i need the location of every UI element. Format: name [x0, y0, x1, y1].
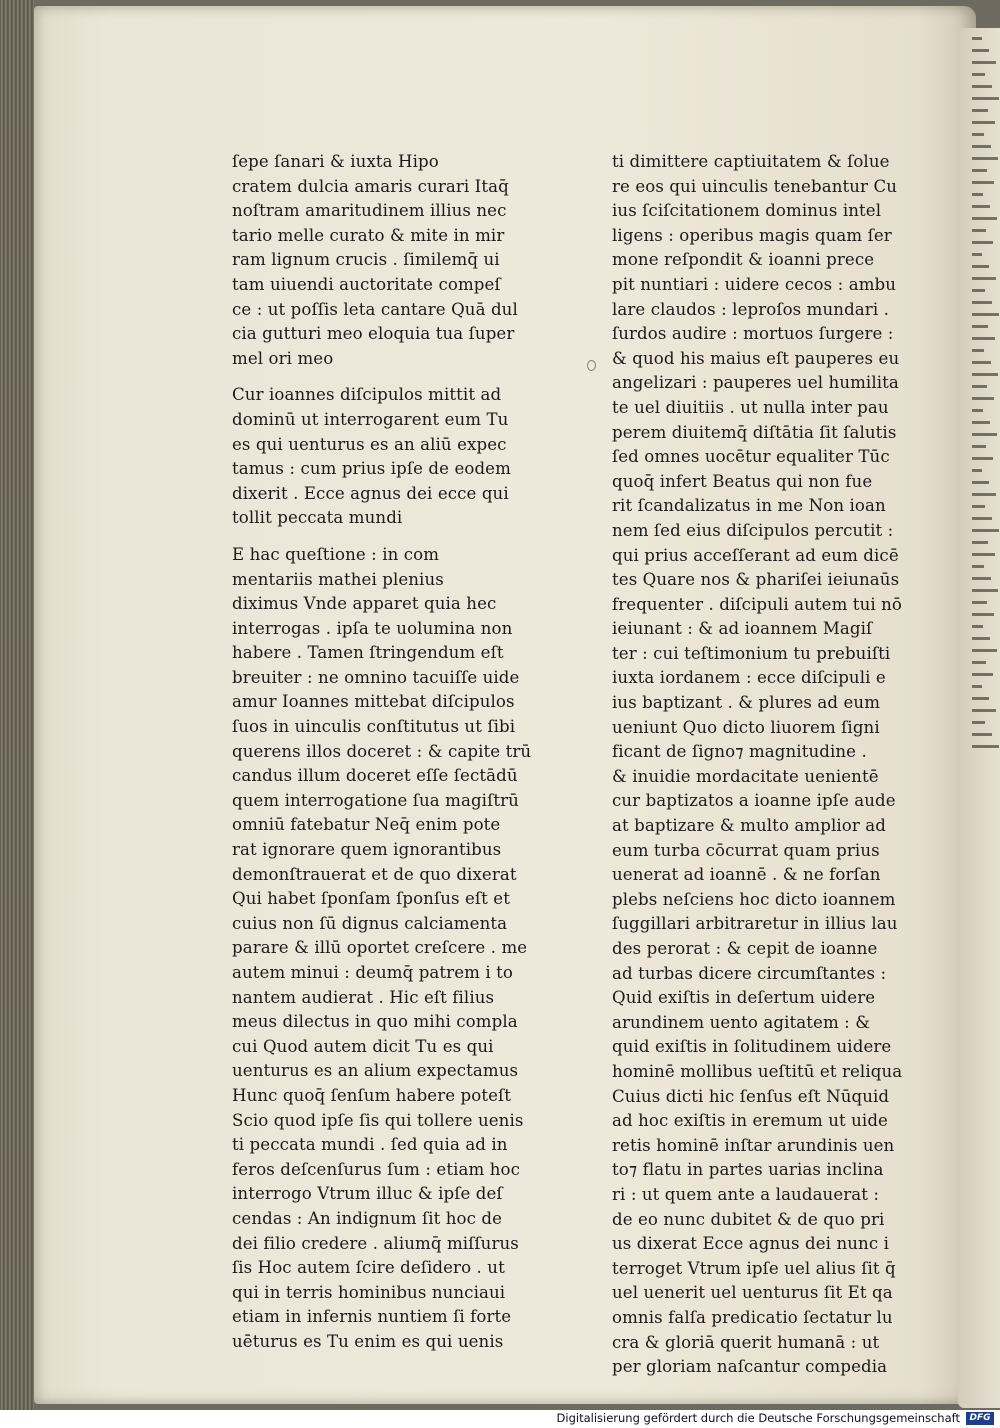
facing-page-text-fragment — [972, 421, 990, 424]
text-line: ueniunt Quo dicto liuorem ſigni — [612, 717, 880, 737]
text-line: qui in terris hominibus nunciaui — [232, 1282, 506, 1302]
text-line: habere . Tamen ſtringendum eſt — [232, 643, 504, 663]
text-line: re eos qui uinculis tenebantur Cu — [612, 176, 898, 196]
text-line: diximus Vnde apparet quia hec — [232, 594, 497, 614]
text-line: lare claudos : leproſos mundari . — [612, 299, 889, 319]
facing-page-text-fragment — [972, 553, 995, 556]
facing-page-text-fragment — [972, 217, 997, 220]
facing-page-text-fragment — [972, 205, 990, 208]
facing-page-text-fragment — [972, 601, 987, 604]
text-line: ligens : operibus magis quam ſer — [612, 225, 892, 245]
text-line: nantem audierat . Hic eſt filius — [232, 987, 495, 1007]
text-line: ieiunant : & ad ioannem Magiſ — [612, 619, 873, 639]
facing-page-text-fragment — [972, 265, 989, 268]
text-line: Quid exiſtis in deſertum uidere — [612, 988, 876, 1008]
text-line: demonſtrauerat et de quo dixerat — [232, 864, 517, 884]
text-line: tollit peccata mundi — [232, 508, 403, 528]
footer-bar — [0, 1410, 1000, 1428]
facing-page-text-fragment — [972, 253, 982, 256]
facing-page-text-fragment — [972, 493, 996, 496]
facing-page-text-fragment — [972, 325, 988, 328]
facing-page-text-fragment — [972, 97, 999, 100]
text-line: es qui uenturus es an aliū expec — [232, 434, 507, 454]
text-line: Cur ioannes diſcipulos mittit ad — [232, 385, 502, 405]
text-line: terroget Vtrum ipſe uel alius ſit q̄ — [612, 1258, 896, 1278]
facing-page-text-fragment — [972, 169, 987, 172]
text-line: uēturus es Tu enim es qui uenis — [232, 1331, 504, 1351]
facing-page-edge — [958, 28, 1000, 1408]
facing-page-text-fragment — [972, 625, 983, 628]
facing-page-text-fragment — [972, 49, 989, 52]
text-line: cia gutturi meo eloquia tua ſuper — [232, 324, 515, 344]
text-line: des perorat : & cepit de ioanne — [612, 939, 878, 958]
text-line: ti peccata mundi . ſed quia ad in — [232, 1135, 508, 1155]
facing-page-text-fragment — [972, 385, 987, 388]
text-line: tam uiuendi auctoritate compeſ — [232, 274, 501, 294]
facing-page-text-fragment — [972, 313, 999, 316]
text-line: angelizari : pauperes uel humilita — [612, 373, 899, 393]
facing-page-text-fragment — [972, 61, 996, 64]
text-line: retis hominē inſtar arundinis uen — [612, 1135, 895, 1155]
text-line: cendas : An indignum ſit hoc de — [232, 1208, 503, 1228]
text-line: cur baptizatos a ioanne ipſe aude — [612, 791, 896, 811]
text-line: noſtram amaritudinem illius nec — [232, 201, 507, 221]
text-line: mone reſpondit & ioanni prece — [612, 250, 875, 270]
facing-page-text-fragment — [972, 709, 996, 712]
text-line: te uel diuitiis . ut nulla inter pau — [612, 397, 889, 417]
text-line: ſurdos audire : mortuos ſurgere : — [612, 324, 894, 344]
text-line: ad hoc exiſtis in eremum ut uide — [612, 1111, 888, 1131]
text-line: cuius non ſū dignus calciamenta — [232, 913, 508, 933]
text-line: ius ſciſcitationem dominus intel — [612, 201, 882, 221]
facing-page-text-fragment — [972, 565, 984, 568]
text-line: amur Ioannes mittebat diſcipulos — [232, 692, 515, 712]
facing-page-text-fragment — [972, 637, 990, 640]
text-line: cratem dulcia amaris curari Itaq̄ — [232, 176, 509, 196]
text-line: omnis falſa predicatio ſectatur lu — [612, 1307, 893, 1327]
text-line: iuxta iordanem : ecce diſcipuli e — [612, 668, 886, 688]
facing-page-text-fragment — [972, 661, 986, 664]
right-text-column — [612, 150, 902, 1380]
text-line: Qui habet ſponſam ſponſus eſt et — [232, 889, 510, 909]
facing-page-text-fragment — [972, 73, 985, 76]
text-line: Hunc quoq̄ ſenſum habere poteſt — [232, 1085, 512, 1105]
text-line: ram lignum crucis . ſimilemq̄ ui — [232, 250, 500, 270]
text-line: ti dimittere captiuitatem & ſolue — [612, 152, 890, 171]
text-line: cra & gloriā querit humanā : ut — [612, 1332, 880, 1352]
text-line: ter : cui teſtimonium tu prebuiſti — [612, 643, 891, 663]
facing-page-text-fragment — [972, 685, 982, 688]
facing-page-text-fragment — [972, 145, 991, 148]
text-line: uenerat ad ioannē . & ne forſan — [612, 865, 881, 885]
text-line: quem interrogatione ſua magiſtrū — [232, 790, 519, 810]
text-line: Cuius dicti hic ſenſus eſt Nūquid — [612, 1086, 890, 1106]
text-line: uel uenerit uel uenturus ſit Et qa — [612, 1283, 893, 1303]
facing-page-text-fragment — [972, 469, 982, 472]
text-line: frequenter . diſcipuli autem tui nō — [612, 594, 903, 614]
facing-page-text-fragment — [972, 121, 995, 124]
facing-page-text-fragment — [972, 433, 997, 436]
text-line: ficant de ſigno⁊ magnitudine . — [612, 742, 867, 762]
text-line: tamus : cum prius ipſe de eodem — [232, 459, 511, 479]
text-line: rit ſcandalizatus in me Non ioan — [612, 496, 886, 516]
text-line: at baptizare & multo amplior ad — [612, 816, 886, 836]
facing-page-text-fragment — [972, 577, 991, 580]
text-line: arundinem uento agitatem : & — [612, 1012, 871, 1032]
text-line: uenturus es an alium expectamus — [232, 1061, 519, 1081]
text-line: ce : ut poſſis leta cantare Quā dul — [232, 299, 518, 319]
left-text-column — [232, 150, 532, 1355]
text-line: plebs neſciens hoc dicto ioannem — [612, 889, 896, 909]
footer-credit: Digitalisierung gefördert durch die Deutsche Forschungsgemeinschaft — [556, 1411, 960, 1425]
text-line: pit nuntiari : uidere cecos : ambu — [612, 274, 897, 294]
facing-page-text-fragment — [972, 37, 982, 40]
text-line: ius baptizant . & plures ad eum — [612, 693, 881, 713]
facing-page-text-fragment — [972, 529, 999, 532]
text-line: to⁊ flatu in partes uarias inclina — [612, 1160, 884, 1180]
text-line: nem ſed eius diſcipulos percutit : — [612, 520, 894, 540]
text-line: ſed omnes uocētur equaliter Tūc — [612, 447, 890, 467]
facing-page-text-fragment — [972, 697, 989, 700]
text-line: ſis Hoc autem ſcire deſidero . ut — [232, 1258, 505, 1278]
facing-page-text-fragment — [972, 409, 983, 412]
text-line: mentariis mathei plenius — [232, 569, 444, 589]
text-line: per gloriam naſcantur compedia — [612, 1357, 888, 1377]
facing-page-text-fragment — [972, 277, 996, 280]
text-line: tario melle curato & mite in mir — [232, 225, 505, 245]
text-line: quid exiſtis in ſolitudinem uidere — [612, 1037, 892, 1057]
facing-page-text-fragment — [972, 721, 985, 724]
facing-page-text-fragment — [972, 517, 992, 520]
text-line: & inuidie mordacitate uenientē — [612, 766, 879, 786]
facing-page-text-fragment — [972, 613, 994, 616]
text-line: ſepe ſanari & iuxta Hipo — [232, 152, 439, 171]
text-line: ad turbas dicere circumſtantes : — [612, 963, 887, 983]
text-line: mel ori meo — [232, 348, 334, 368]
text-line: omniū fatebatur Neq̄ enim pote — [232, 815, 501, 835]
text-line: dixerit . Ecce agnus dei ecce qui — [232, 483, 509, 503]
text-line: dominū ut interrogarent eum Tu — [232, 409, 509, 429]
text-line — [232, 531, 532, 543]
facing-page-text-fragment — [972, 337, 995, 340]
facing-page-text-fragment — [972, 133, 984, 136]
facing-page-text-fragment — [972, 181, 994, 184]
text-line: breuiter : ne omnino tacuiſſe uide — [232, 667, 520, 687]
text-line: Scio quod ipſe ſis qui tollere uenis — [232, 1110, 524, 1130]
text-line: cui Quod autem dicit Tu es qui — [232, 1036, 494, 1056]
text-line: rat ignorare quem ignorantibus — [232, 840, 502, 860]
facing-page-text-fragment — [972, 361, 991, 364]
text-line: us dixerat Ecce agnus dei nunc i — [612, 1234, 889, 1254]
text-line: meus dilectus in quo mihi compla — [232, 1012, 518, 1032]
facing-page-text-fragment — [972, 649, 997, 652]
text-line: quoq̄ infert Beatus qui non fue — [612, 471, 873, 491]
facing-page-text-fragment — [972, 733, 992, 736]
facing-page-text-fragment — [972, 445, 986, 448]
facing-page-text-fragment — [972, 289, 985, 292]
text-line: querens illos doceret : & capite trū — [232, 741, 532, 761]
text-line: qui prius acceſſerant ad eum dicē — [612, 545, 899, 565]
facing-page-text-fragment — [972, 85, 992, 88]
text-line: E hac queſtione : in com — [232, 544, 440, 564]
text-line: feros deſcenſurus ſum : etiam hoc — [232, 1159, 520, 1179]
facing-page-text-fragment — [972, 541, 988, 544]
facing-page-text-fragment — [972, 745, 999, 748]
text-line: de eo nunc dubitet & de quo pri — [612, 1209, 885, 1229]
facing-page-text-fragment — [972, 109, 988, 112]
text-line: eum turba cōcurrat quam prius — [612, 840, 880, 860]
facing-page-text-fragment — [972, 193, 983, 196]
text-line: hominē mollibus ueſtitū et reliqua — [612, 1061, 903, 1081]
text-line: parare & illū oportet creſcere . me — [232, 938, 528, 958]
text-line: interrogo Vtrum illuc & ipſe deſ — [232, 1184, 503, 1204]
facing-page-text-fragment — [972, 349, 984, 352]
text-line: perem diuitemq̄ diſtātia ſit ſalutis — [612, 422, 897, 442]
text-line: interrogas . ipſa te uolumina non — [232, 618, 513, 638]
text-line: ri : ut quem ante a laudauerat : — [612, 1184, 880, 1204]
facing-page-text-fragment — [972, 301, 992, 304]
facing-page-text-fragment — [972, 505, 985, 508]
book-fore-edge — [0, 0, 34, 1410]
text-line — [232, 371, 532, 383]
facing-page-text-fragment — [972, 241, 993, 244]
facing-page-text-fragment — [972, 373, 998, 376]
facing-page-text-fragment — [972, 673, 993, 676]
margin-mark — [587, 360, 596, 371]
text-line: dei filio credere . aliumq̄ miſſurus — [232, 1233, 519, 1253]
text-line: & quod his maius eſt pauperes eu — [612, 348, 900, 368]
facing-page-text-fragment — [972, 157, 998, 160]
facing-page-text-fragment — [972, 457, 993, 460]
facing-page-text-fragment — [972, 229, 986, 232]
facing-page-text-fragment — [972, 397, 994, 400]
dfg-logo: DFG — [966, 1412, 994, 1425]
text-line: ſuos in uinculis conſtitutus ut ſibi — [232, 717, 516, 737]
facing-page-text-fragment — [972, 481, 989, 484]
text-line: tes Quare nos & phariſei ieiunaūs — [612, 570, 900, 590]
text-line: etiam in infernis nuntiem ſi forte — [232, 1307, 512, 1327]
text-line: autem minui : deumq̄ patrem i to — [232, 963, 513, 982]
facing-page-text-fragment — [972, 589, 998, 592]
text-line: ſuggillari arbitraretur in illius lau — [612, 914, 898, 934]
text-line: candus illum doceret eſſe ſectādū — [232, 766, 518, 786]
